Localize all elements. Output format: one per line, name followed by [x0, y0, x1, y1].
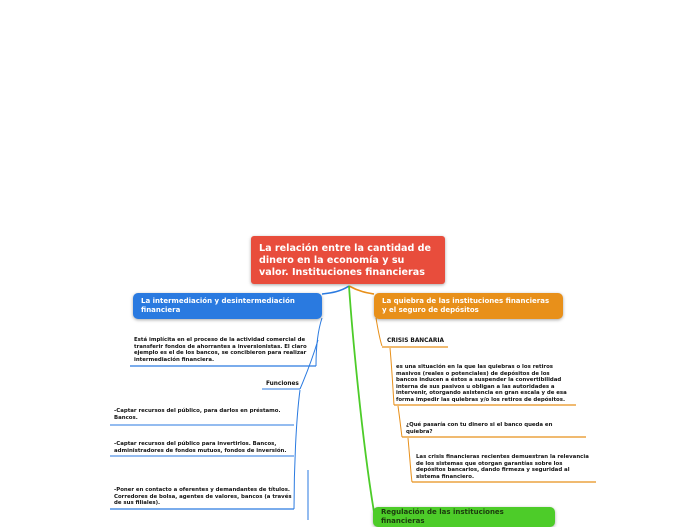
function-item-2[interactable]: [114, 441, 294, 454]
connector-root-bankruptcy: [349, 286, 374, 294]
intermediation-description-text: Está implícita en el proceso de la actividad comercial de transferir fondos de ahorrantes a inversionistas. El claro ejemplo es el de los bancos, se concibieron para realizar intermediación financiera.: [134, 337, 307, 363]
connector-crisis-text: [390, 348, 394, 405]
deposit-insurance-answer-text: Las crisis financieras recientes demuestran la relevancia de los sistemas que otorgan garantías sobre los depósitos bancarios, dando firmeza y seguridad al sistema financiero.: [416, 454, 589, 480]
intermediation-description[interactable]: [134, 337, 312, 363]
bank-failure-question-text: ¿Qué pasaría con tu dinero si el banco queda en quiebra?: [406, 422, 553, 435]
deposit-insurance-answer[interactable]: [416, 454, 592, 480]
function-item-1-text: -Captar recursos del público, para darlos en préstamo. Bancos.: [114, 408, 281, 421]
connector-functions-trunk: [294, 390, 300, 509]
topic-intermediation-title: La intermediación y desintermediación financiera: [141, 297, 295, 314]
central-topic-text: La relación entre la cantidad de dinero en la economía y su valor. Instituciones financieras: [259, 243, 432, 278]
crisis-label-text: CRISIS BANCARIA: [387, 338, 445, 344]
connector-bankruptcy-trunk: [376, 318, 382, 346]
topic-regulation[interactable]: [373, 507, 555, 527]
crisis-description-text: es una situación en la que las quiebras o los retiros masivos (reales o potenciales) de depósitos de los bancos inducen a éstos a suspender la convertibilidad interna de sus pasivos u obligan a las autoridades a intervenir, otorgando asistencia en gran escala y de esa forma impedir las quiebras y/o los retiros de depósitos.: [396, 364, 567, 403]
functions-label[interactable]: [266, 381, 306, 388]
topic-bankruptcy-title: La quiebra de las instituciones financieras y el seguro de depósitos: [382, 297, 550, 314]
function-item-1[interactable]: [114, 408, 292, 421]
connector-question: [398, 406, 402, 437]
function-item-3[interactable]: [114, 487, 292, 507]
function-item-2-text: -Captar recursos del público para invertirlos. Bancos, administradores de fondos mutuos, fondos de inversión.: [114, 441, 287, 454]
topic-regulation-title: Regulación de las instituciones financieras: [381, 508, 504, 525]
topic-intermediation[interactable]: [133, 293, 322, 319]
connector-answer: [408, 438, 412, 482]
connector-root-regulation: [349, 286, 374, 512]
central-topic[interactable]: [251, 236, 445, 284]
topic-bankruptcy[interactable]: [374, 293, 563, 319]
crisis-description[interactable]: [396, 364, 572, 404]
function-item-3-text: -Poner en contacto a oferentes y demandantes de títulos. Corredores de bolsa, agentes de valores, bancos (a través de sus filiales).: [114, 487, 292, 507]
crisis-label[interactable]: [387, 338, 457, 345]
bank-failure-question[interactable]: [406, 422, 576, 435]
functions-label-text: Funciones: [266, 381, 299, 387]
connector-root-intermediation: [322, 286, 349, 294]
